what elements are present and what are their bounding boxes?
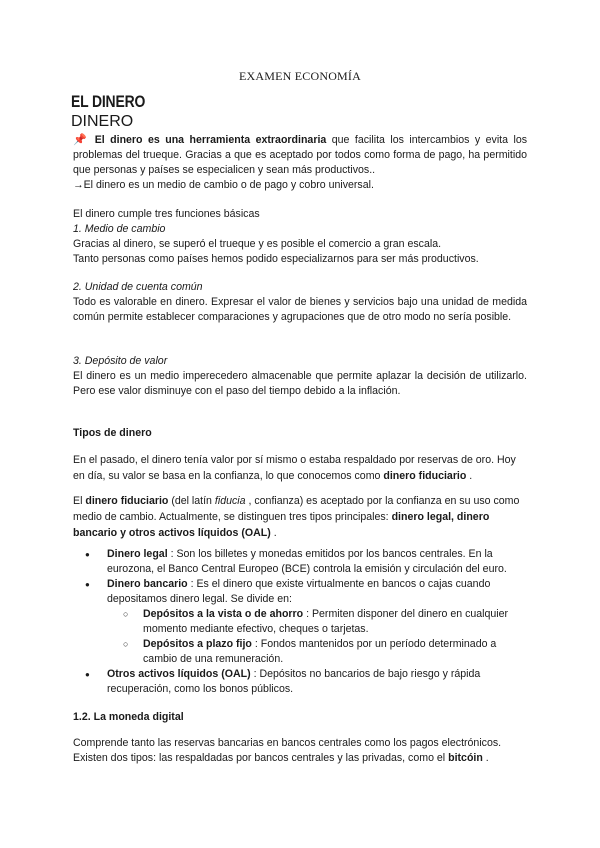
list-item-depositos-vista — [107, 607, 527, 637]
heading-dinero: DINERO — [71, 113, 134, 130]
list-item-dinero-legal — [73, 547, 527, 577]
list-item-dinero-bancario — [73, 577, 527, 667]
tipos-list — [73, 547, 527, 697]
vista-label: Depósitos a la vista o de ahorro — [143, 608, 304, 620]
function1-title: 1. Medio de cambio — [73, 223, 166, 235]
tipos-p1-end: . — [466, 470, 473, 482]
functions-intro: El dinero cumple tres funciones básicas — [73, 208, 260, 220]
intro-bold: El dinero es una herramienta extraordinaria — [94, 134, 327, 146]
tipos-p2-mid1: (del latín — [168, 495, 215, 507]
function1-line1: Gracias al dinero, se superó el trueque y es posible el comercio a gran escala. — [73, 238, 442, 250]
digital-line1: Comprende tanto las reservas bancarias en bancos centrales como los pagos electrónicos. — [73, 737, 502, 749]
function2-title: 2. Unidad de cuenta común — [73, 281, 203, 293]
tipos-p2-italic: fiducia — [214, 495, 246, 507]
bancario-text: : Es el dinero que existe virtualmente en bancos o cajas cuando depositamos dinero legal. Se divide en: — [107, 578, 491, 605]
tipos-p2-bold1: dinero fiduciario — [85, 495, 169, 507]
bancario-sublist — [107, 607, 527, 667]
digital-heading: 1.2. La moneda digital — [73, 711, 184, 723]
oal-label: Otros activos líquidos (OAL) — [107, 668, 251, 680]
function2-text: Todo es valorable en dinero. Expresar el valor de bienes y servicios bajo una unidad de medida común permite establecer comparaciones y agrupaciones que de otro modo no sería posible. — [73, 296, 527, 323]
function3-title: 3. Depósito de valor — [73, 355, 168, 367]
tipos-p1-bold: dinero fiduciario — [383, 470, 467, 482]
plazo-text: : Fondos mantenidos por un período determinado a cambio de una remuneración. — [143, 638, 497, 665]
heading-el-dinero: EL DINERO — [71, 92, 146, 111]
digital-line2-end: . — [482, 752, 489, 764]
intro-arrow-line: →El dinero es un medio de cambio o de pago y cobro universal. — [73, 179, 374, 191]
intro-text: que facilita los intercambios y evita los problemas del trueque. Gracias a que es aceptado por todos como forma de pago, ha permitido que personas y países se especialicen y sean más productivos.. — [73, 134, 528, 176]
vista-text: : Permiten disponer del dinero en cualquier momento mediante efectivo, cheques o tarjetas. — [143, 608, 509, 635]
pushpin-icon: 📌 — [73, 134, 90, 146]
tipos-heading: Tipos de dinero — [73, 427, 152, 439]
function3-text: El dinero es un medio imperecedero almacenable que permite aplazar la decisión de utilizarlo. Pero ese valor disminuye con el paso del tiempo debido a la inflación. — [73, 370, 527, 397]
tipos-p2-bold2: dinero legal, dinero bancario y otros activos líquidos (OAL) — [73, 511, 490, 539]
legal-label: Dinero legal — [107, 548, 168, 560]
oal-text: : Depósitos no bancarios de bajo riesgo y rápida recuperación, como los bonos públicos. — [107, 668, 481, 695]
exam-title: EXAMEN ECONOMÍA — [239, 69, 361, 83]
digital-line2-text: Existen dos tipos: las respaldadas por bancos centrales y las privadas, como el — [73, 752, 449, 764]
list-item-oal — [73, 667, 527, 697]
intro-paragraph — [73, 133, 527, 178]
digital-line2 — [73, 751, 527, 766]
tipos-p1-text: En el pasado, el dinero tenía valor por sí mismo o estaba respaldado por reservas de oro. Hoy en día, su valor se basa en la confianza, lo que conocemos como — [73, 454, 516, 482]
bancario-label: Dinero bancario — [107, 578, 188, 590]
tipos-p2-end: . — [270, 527, 277, 539]
tipos-p2-start: El — [73, 495, 86, 507]
function1-line2: Tanto personas como países hemos podido especializarnos para ser más productivos. — [73, 253, 479, 265]
plazo-label: Depósitos a plazo fijo — [143, 638, 252, 650]
digital-line2-bold: bitcóin — [448, 752, 483, 764]
list-item-depositos-plazo — [107, 637, 527, 667]
tipos-paragraph1 — [73, 452, 527, 484]
tipos-paragraph2 — [73, 493, 527, 541]
tipos-p2-mid2: , confianza) es aceptado por la confianza en su uso como medio de cambio. Actualmente, se distinguen tres tipos principales: — [73, 495, 520, 523]
legal-text: : Son los billetes y monedas emitidos por los bancos centrales. En la eurozona, el Banco Central Europeo (BCE) controla la emisión y circulación del euro. — [107, 548, 507, 575]
